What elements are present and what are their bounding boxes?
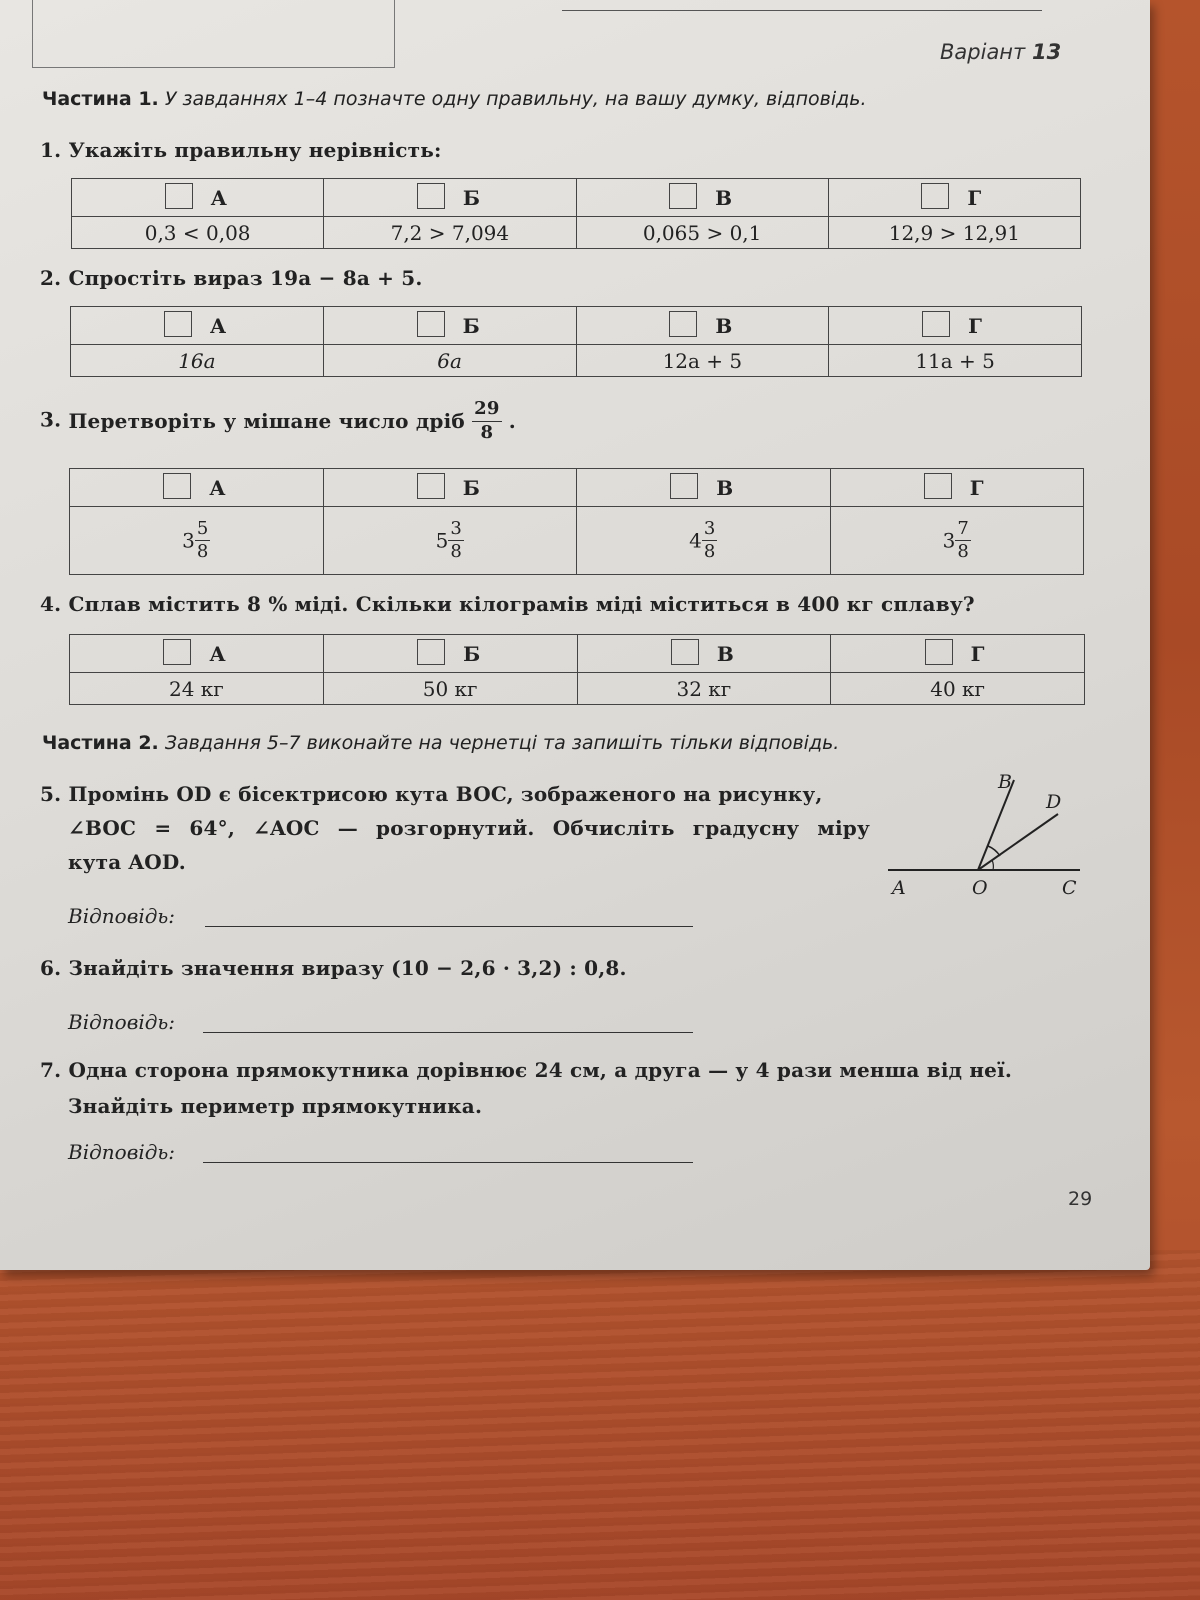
option-a-header[interactable] (71, 307, 324, 345)
part2-lead: Частина 2. (42, 732, 159, 754)
checkbox[interactable] (670, 473, 698, 499)
mixed-whole: 3 (182, 528, 195, 553)
checkbox[interactable] (924, 473, 952, 499)
checkbox[interactable] (163, 639, 191, 665)
task-5-answer-line[interactable] (205, 926, 693, 927)
mixed-whole: 4 (689, 528, 702, 553)
page-number: 29 (1068, 1188, 1093, 1210)
option-v-header[interactable] (577, 469, 831, 507)
fraction-denominator: 8 (957, 541, 969, 562)
part1-text: У завданнях 1–4 позначте одну правильну, на вашу думку, відповідь. (164, 88, 867, 110)
option-letter: В (716, 476, 734, 501)
task-7-answer-line[interactable] (203, 1162, 693, 1163)
part1-heading (42, 88, 867, 110)
task-3-question (40, 398, 516, 444)
option-a-header[interactable] (72, 179, 324, 217)
fraction-numerator: 3 (702, 518, 717, 542)
option-letter: Б (463, 642, 481, 667)
option-a-header[interactable] (70, 469, 324, 507)
option-a-value: 0,3 < 0,08 (72, 217, 324, 249)
name-box (32, 0, 395, 68)
task-number: 2. (40, 266, 62, 290)
label-c: C (1062, 877, 1077, 899)
checkbox[interactable] (163, 473, 191, 499)
task-3-options-table (69, 468, 1084, 575)
option-letter: А (209, 314, 227, 339)
checkbox[interactable] (417, 311, 445, 337)
task-5-question (40, 782, 870, 874)
checkbox[interactable] (669, 311, 697, 337)
option-letter: Б (462, 314, 480, 339)
option-v-value (577, 507, 831, 575)
task-number: 7. (40, 1058, 62, 1082)
option-a-value: 24 кг (70, 673, 324, 705)
task-5-answer-label: Відповідь: (68, 904, 176, 928)
label-o: O (972, 877, 988, 899)
task-number: 6. (40, 956, 62, 980)
part1-lead: Частина 1. (42, 88, 159, 110)
task-number: 1. (40, 138, 62, 162)
checkbox[interactable] (417, 183, 445, 209)
checkbox[interactable] (669, 183, 697, 209)
option-v-value: 0,065 > 0,1 (576, 217, 828, 249)
option-b-value: 6a (323, 345, 576, 377)
task-text: Спростіть вираз 19a − 8a + 5. (68, 266, 423, 290)
angle-arc-small (992, 860, 993, 870)
option-b-value (323, 507, 577, 575)
checkbox[interactable] (417, 473, 445, 499)
fraction-denominator: 8 (196, 541, 209, 562)
task-7-line1: Одна сторона прямокутника дорівнює 24 см, а друга — у 4 рази менша від неї. (68, 1058, 1013, 1082)
mixed-whole: 5 (435, 528, 449, 553)
option-v-header[interactable] (577, 635, 831, 673)
fraction-denominator: 8 (703, 541, 716, 562)
option-g-value: 40 кг (831, 673, 1085, 705)
part2-heading (42, 732, 839, 754)
task-5-line1: Промінь OD є бісектрисою кута BOC, зображеного на рисунку, (68, 782, 823, 806)
task-2-options-table (70, 306, 1082, 377)
label-b: B (998, 771, 1012, 793)
option-b-value: 7,2 > 7,094 (324, 217, 576, 249)
option-b-header[interactable] (323, 635, 577, 673)
angle-arc (988, 846, 1000, 856)
checkbox[interactable] (925, 639, 953, 665)
task-6-text: Знайдіть значення виразу (10 − 2,6 · 3,2) : 0,8. (68, 956, 627, 980)
task-number: 5. (40, 782, 62, 806)
task-1-question (40, 138, 442, 162)
label-a: A (892, 877, 906, 899)
option-g-header[interactable] (829, 307, 1082, 345)
task-6-answer-label: Відповідь: (68, 1010, 176, 1034)
task-1-options-table (71, 178, 1081, 249)
option-letter: Г (967, 186, 982, 211)
option-letter: Г (970, 642, 985, 667)
task-text: Сплав містить 8 % міді. Скільки кілограмів міді міститься в 400 кг сплаву? (68, 592, 975, 616)
fraction-denominator: 8 (480, 421, 494, 443)
option-g-value: 11a + 5 (829, 345, 1082, 377)
signature-line (562, 10, 1042, 11)
task-7-line2: Знайдіть периметр прямокутника. (68, 1094, 483, 1118)
variant-number: 13 (1031, 40, 1062, 64)
fraction-numerator: 7 (955, 518, 970, 542)
task-number: 3. (40, 407, 62, 432)
task-6-question (40, 956, 627, 980)
fraction-denominator: 8 (450, 541, 462, 562)
option-b-value: 50 кг (323, 673, 577, 705)
part2-text: Завдання 5–7 виконайте на чернетці та запишіть тільки відповідь. (164, 732, 840, 754)
checkbox[interactable] (921, 183, 949, 209)
option-b-header[interactable] (324, 179, 576, 217)
option-letter: В (715, 186, 733, 211)
task-3-fraction (472, 398, 501, 444)
option-a-value (70, 507, 324, 575)
option-g-header[interactable] (828, 179, 1080, 217)
option-g-value (830, 507, 1084, 575)
checkbox[interactable] (164, 311, 192, 337)
checkbox[interactable] (671, 639, 699, 665)
checkbox[interactable] (165, 183, 193, 209)
fraction-numerator: 3 (448, 518, 463, 542)
label-d: D (1046, 791, 1062, 813)
option-g-header[interactable] (830, 469, 1084, 507)
task-2-question (40, 266, 423, 290)
option-a-header[interactable] (70, 635, 324, 673)
option-letter: В (715, 314, 733, 339)
option-g-value: 12,9 > 12,91 (828, 217, 1080, 249)
option-letter: Б (462, 186, 480, 211)
option-b-header[interactable] (323, 307, 576, 345)
fraction-numerator: 5 (195, 518, 210, 542)
task-number: 4. (40, 592, 62, 616)
option-v-header[interactable] (576, 307, 829, 345)
option-letter: В (716, 642, 734, 667)
task-7-answer-label: Відповідь: (68, 1140, 176, 1164)
task-5-line2: ∠BOC = 64°, ∠AOC — розгорнутий. Обчисліть градусну міру (68, 816, 870, 840)
task-4-options-table (69, 634, 1085, 705)
task-tail: . (508, 409, 516, 433)
task-text: Перетворіть у мішане число дріб (68, 409, 465, 433)
angle-figure (880, 770, 1090, 900)
option-b-header[interactable] (323, 469, 577, 507)
mixed-whole: 3 (942, 528, 956, 553)
option-v-header[interactable] (576, 179, 828, 217)
option-letter: Б (462, 476, 480, 501)
fraction-numerator: 29 (472, 398, 501, 422)
option-letter: А (210, 186, 227, 211)
variant-label (940, 40, 1061, 64)
variant-text: Варіант (940, 40, 1026, 64)
task-6-answer-line[interactable] (203, 1032, 693, 1033)
option-letter: А (209, 476, 226, 501)
option-v-value: 12a + 5 (576, 345, 829, 377)
task-7-question (40, 1058, 1090, 1118)
checkbox[interactable] (417, 639, 445, 665)
option-letter: Г (968, 314, 982, 339)
option-v-value: 32 кг (577, 673, 831, 705)
option-letter: Г (969, 476, 984, 501)
task-4-question (40, 592, 975, 616)
wooden-table-background (0, 1250, 1200, 1600)
task-5-line3: кута AOD. (68, 850, 186, 874)
option-letter: А (209, 642, 226, 667)
option-g-header[interactable] (831, 635, 1085, 673)
option-a-value: 16a (71, 345, 324, 377)
checkbox[interactable] (922, 311, 950, 337)
task-text: Укажіть правильну нерівність: (68, 138, 442, 162)
